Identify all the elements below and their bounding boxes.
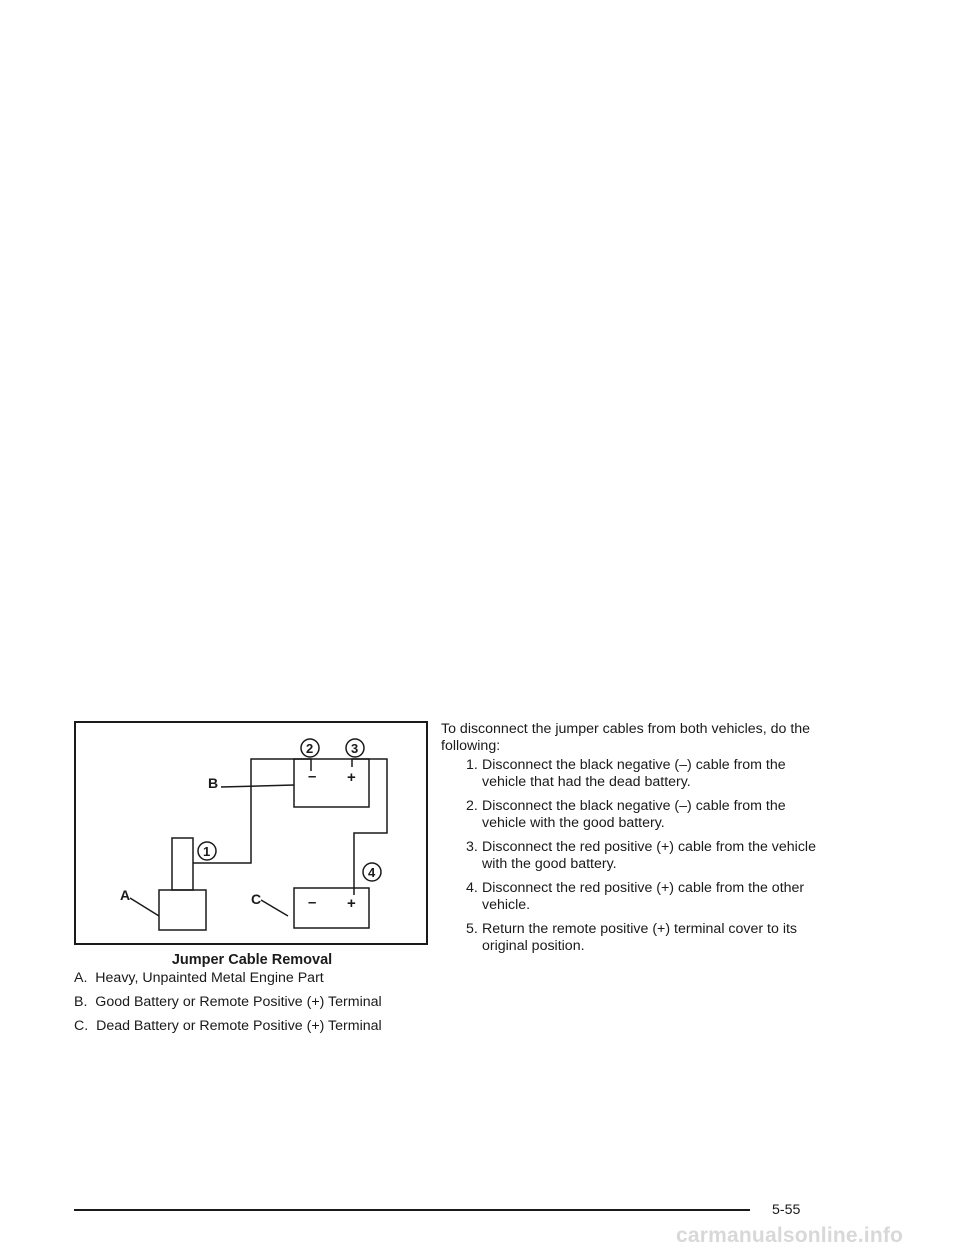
step-item [466,880,826,914]
legend-text: Good Battery or Remote Positive (+) Terminal [95,994,382,1010]
legend-item-a [74,970,434,987]
label-c: C [251,891,262,907]
step-text: Disconnect the black negative (–) cable from the vehicle with the good battery. [482,798,786,831]
step-item [466,798,826,832]
dead-battery-minus: – [308,894,317,911]
steps-list [466,757,826,962]
label-a: A [120,887,131,903]
callout-4: 4 [368,865,376,880]
step-number: 2. [466,798,478,814]
label-b: B [208,775,219,791]
step-item [466,839,826,873]
callout-2: 2 [306,741,314,756]
step-text: Disconnect the red positive (+) cable from the vehicle with the good battery. [482,839,816,872]
diagram-svg [76,723,426,943]
legend-text: Heavy, Unpainted Metal Engine Part [95,970,324,986]
legend-key: A. [74,970,88,986]
engine-part-stem [172,838,193,890]
engine-part-block [159,890,206,930]
figure-caption: Jumper Cable Removal [171,952,333,968]
step-number: 3. [466,839,478,855]
jumper-cable-diagram [74,721,428,945]
callout-3: 3 [351,741,359,756]
step-item [466,757,826,791]
page-number: 5-55 [772,1202,801,1218]
figure-legend [74,970,434,1042]
step-text: Disconnect the black negative (–) cable from the vehicle that had the dead battery. [482,757,786,790]
dead-battery [294,888,369,928]
leader-c [261,900,288,916]
dead-battery-plus: + [347,895,356,912]
legend-item-c [74,1018,434,1035]
step-number: 5. [466,921,478,937]
legend-text: Dead Battery or Remote Positive (+) Terminal [96,1018,382,1034]
callout-1: 1 [203,844,211,859]
footer-rule [74,1209,750,1211]
step-number: 4. [466,880,478,896]
step-text: Disconnect the red positive (+) cable from the other vehicle. [482,880,805,913]
good-battery [294,759,369,807]
legend-key: C. [74,1018,89,1034]
leader-a [130,898,159,916]
legend-key: B. [74,994,88,1010]
watermark: carmanualsonline.info [676,1224,904,1247]
good-battery-plus: + [347,769,356,786]
leader-b [221,785,294,787]
step-text: Return the remote positive (+) terminal cover to its original position. [482,921,798,954]
good-battery-minus: – [308,768,317,785]
legend-item-b [74,994,434,1011]
step-item [466,921,826,955]
intro-paragraph: To disconnect the jumper cables from both vehicles, do the following: [441,721,811,754]
step-number: 1. [466,757,478,773]
